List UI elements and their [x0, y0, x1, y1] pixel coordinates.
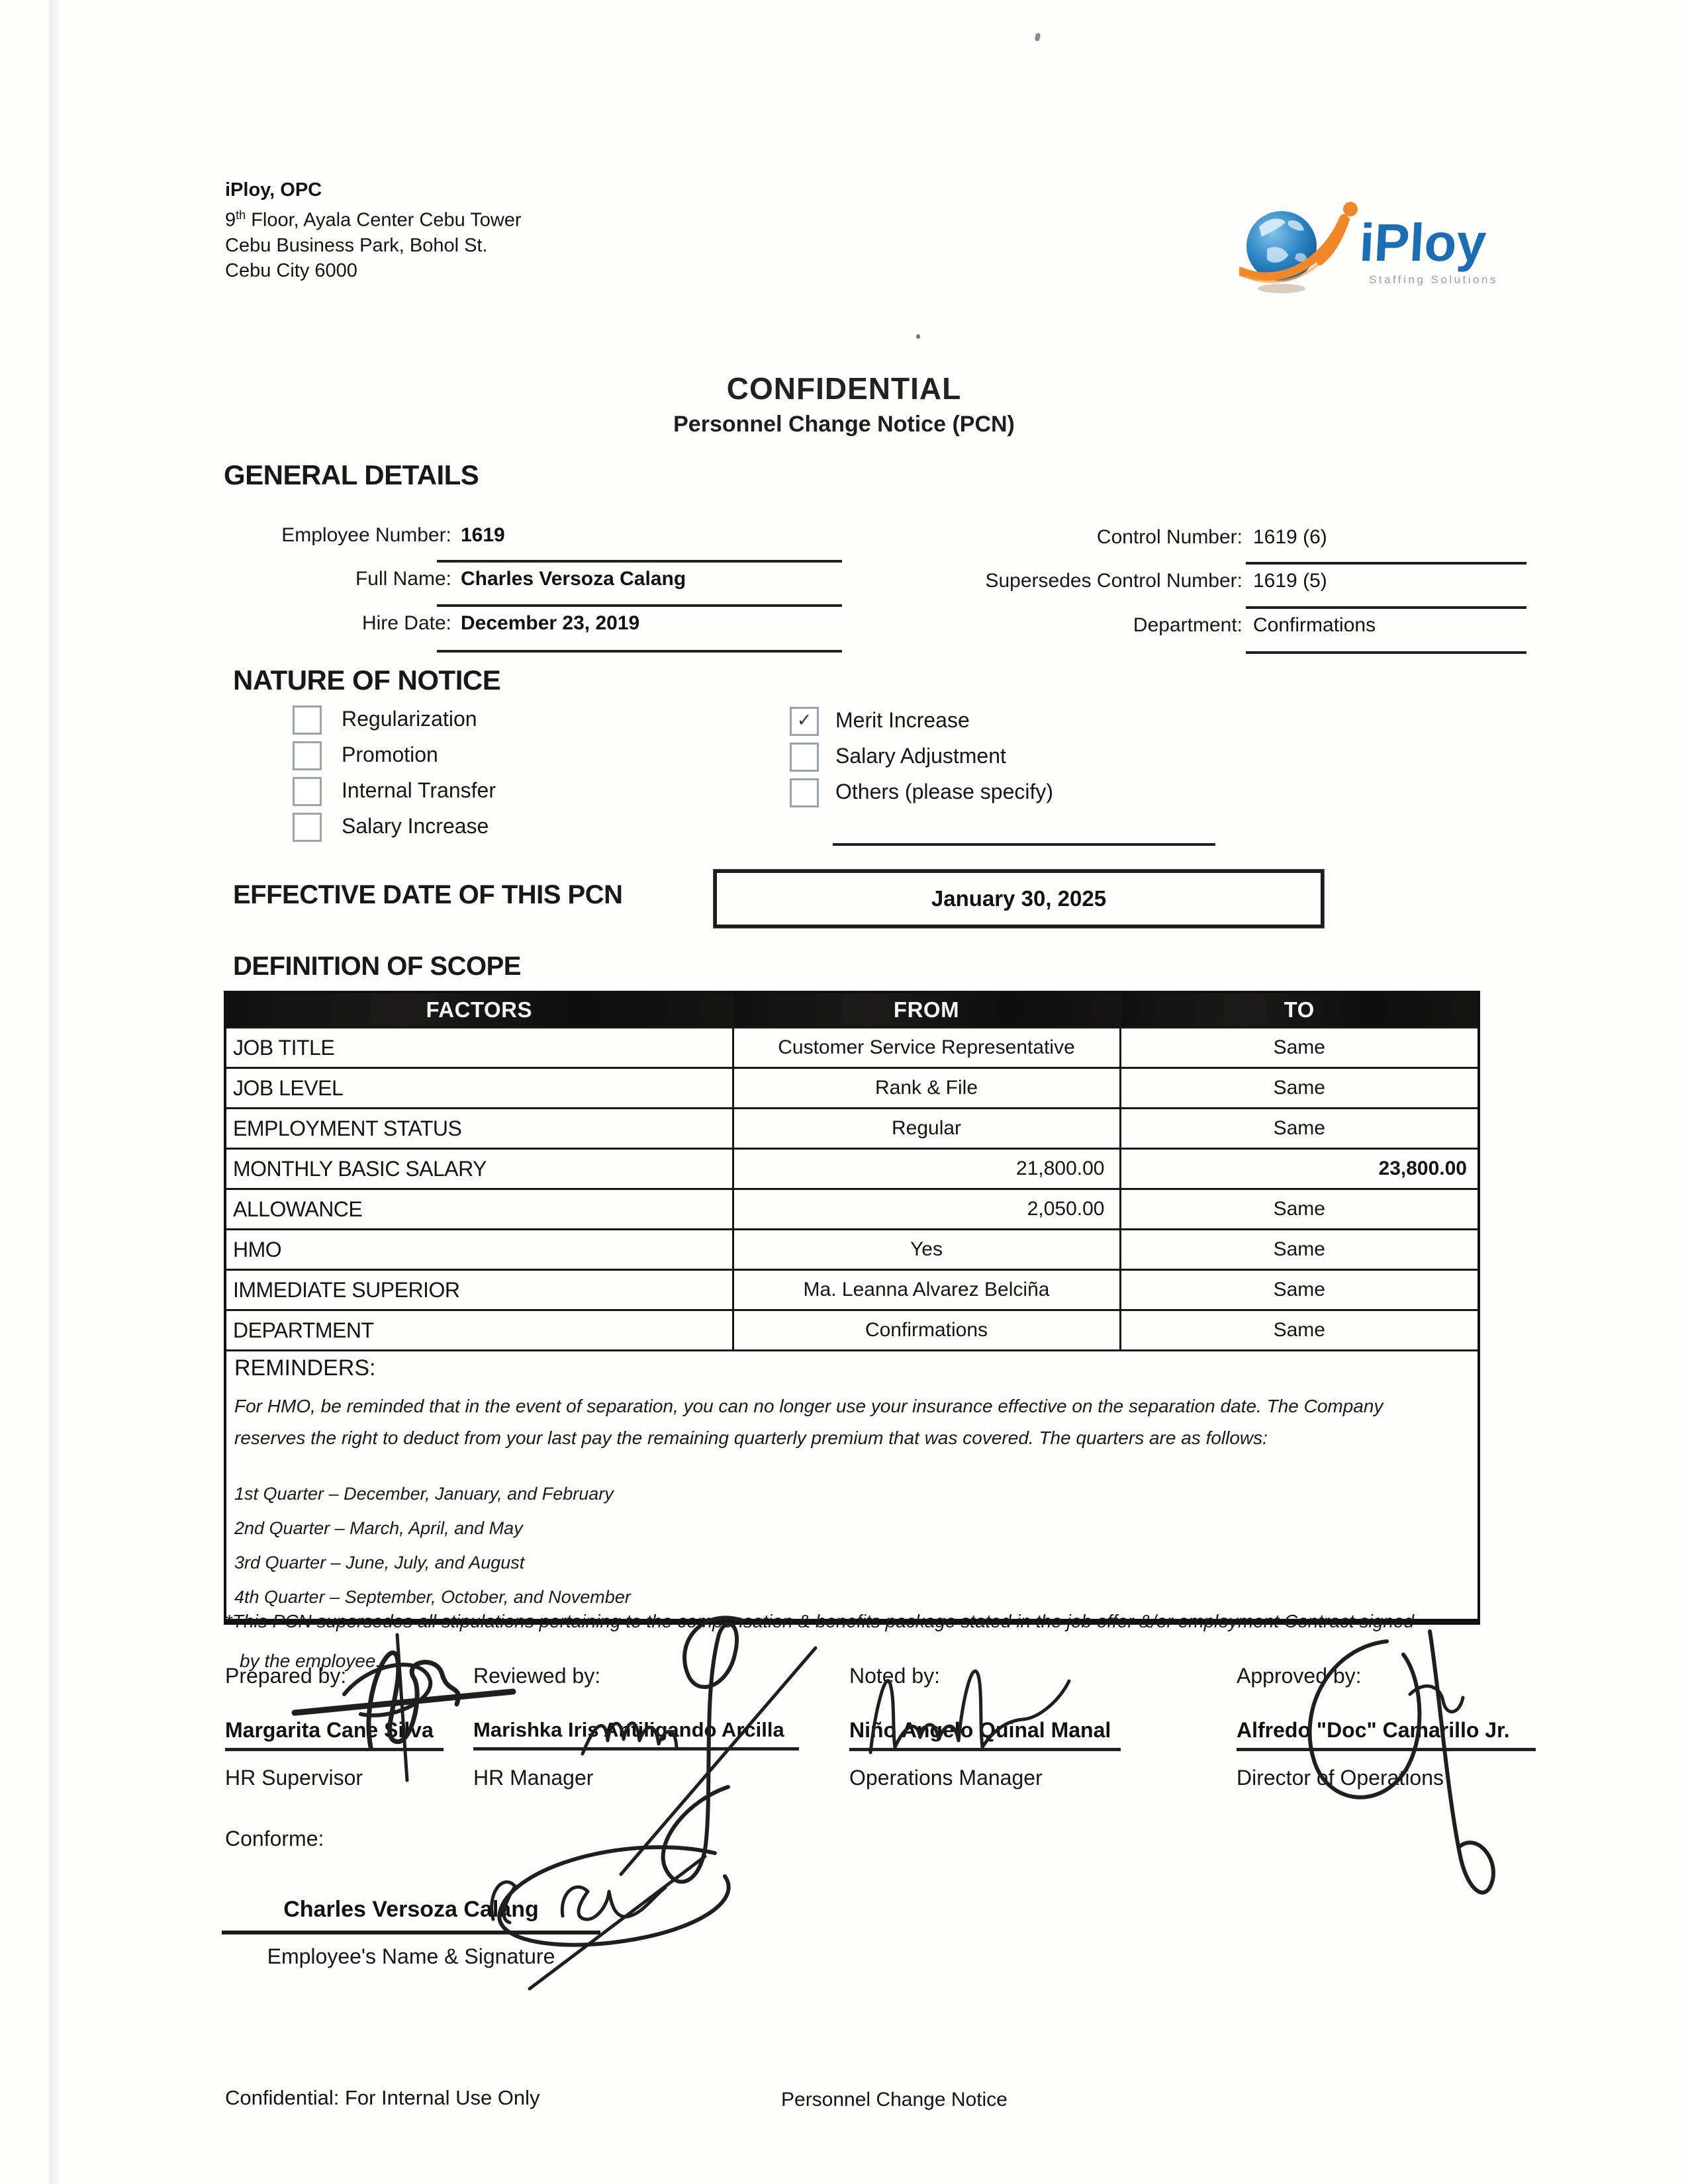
- scan-speck: [1035, 32, 1041, 41]
- to-cell: Same: [1120, 1109, 1479, 1149]
- field-label-control-number: Control Number:: [1096, 526, 1243, 548]
- nature-of-notice-heading: NATURE OF NOTICE: [233, 664, 501, 696]
- field-value-hire-date: December 23, 2019: [461, 612, 640, 634]
- table-row-hmo: [225, 1230, 1479, 1270]
- field-line-hire-date[interactable]: [437, 650, 842, 653]
- scan-edge-streak: [49, 0, 60, 2184]
- effective-date-box[interactable]: [714, 870, 1324, 928]
- scope-header-row: [225, 992, 1479, 1028]
- field-label-full-name: Full Name:: [355, 568, 451, 590]
- to-cell: Same: [1120, 1028, 1479, 1068]
- checkbox-internal-transfer[interactable]: [293, 777, 322, 806]
- others-specify-line[interactable]: [833, 843, 1215, 846]
- supersede-note-line1: *This PCN supersedes all stipulations pertaining to the compensation & benefits package stated in the job offer &/or employment Contract signed: [225, 1611, 1415, 1631]
- company-address-line2: Cebu Business Park, Bohol St.: [225, 234, 488, 256]
- checkbox-others[interactable]: [790, 778, 819, 807]
- company-address-line1: 9th Floor, Ayala Center Cebu Tower: [225, 208, 522, 231]
- field-value-full-name: Charles Versoza Calang: [461, 568, 686, 590]
- reviewed-by-heading: Reviewed by:: [473, 1664, 601, 1688]
- field-line-supersedes-control-number[interactable]: [1246, 606, 1526, 609]
- doc-subtitle: Personnel Change Notice (PCN): [673, 412, 1015, 437]
- from-cell: 21,800.00: [733, 1149, 1120, 1189]
- table-row-allowance: [225, 1189, 1479, 1230]
- logo-brand-text: iPloy: [1358, 213, 1488, 272]
- checkbox-merit-increase[interactable]: [790, 707, 819, 736]
- field-line-full-name[interactable]: [437, 604, 842, 607]
- field-value-employee-number: 1619: [461, 524, 505, 546]
- table-row-monthly-basic-salary: [225, 1149, 1479, 1189]
- reminders-cell: [225, 1351, 1479, 1622]
- logo-tagline-text: Staffing Solutions: [1369, 273, 1498, 286]
- approved-by-heading: Approved by:: [1237, 1664, 1362, 1688]
- table-row-department: [225, 1310, 1479, 1351]
- scope-col-from: FROM: [733, 992, 1120, 1028]
- table-row-employment-status: [225, 1109, 1479, 1149]
- effective-date-heading: EFFECTIVE DATE OF THIS PCN: [233, 880, 623, 909]
- scope-col-to: TO: [1120, 992, 1479, 1028]
- table-row-job-level: [225, 1068, 1479, 1109]
- employee-name: Charles Versoza Calang: [222, 1897, 600, 1934]
- checkbox-label-regularization: Regularization: [342, 707, 477, 731]
- factor-cell: IMMEDIATE SUPERIOR: [225, 1270, 733, 1310]
- factor-cell: DEPARTMENT: [225, 1310, 733, 1351]
- to-cell: Same: [1120, 1189, 1479, 1230]
- reminders-paragraph: For HMO, be reminded that in the event of separation, you can no longer use your insurance effective on the separation date. The Company reserves the right to deduct from your last pay the remaining quarterly premium that was covered. The quarters are as follows:: [234, 1396, 1383, 1448]
- field-line-employee-number[interactable]: [437, 560, 842, 563]
- to-cell: Same: [1120, 1310, 1479, 1351]
- prepared-by-name: Margarita Cane Silva: [225, 1718, 444, 1751]
- from-cell: Rank & File: [733, 1068, 1120, 1109]
- factor-cell: JOB TITLE: [225, 1028, 733, 1068]
- checkbox-label-salary-adjustment: Salary Adjustment: [835, 744, 1006, 768]
- employee-signature-caption: Employee's Name & Signature: [267, 1944, 555, 1968]
- approved-by-role: Director of Operations: [1237, 1766, 1444, 1790]
- field-line-control-number[interactable]: [1246, 562, 1526, 565]
- to-cell: Same: [1120, 1230, 1479, 1270]
- approved-by-name: Alfredo "Doc" Camarillo Jr.: [1237, 1718, 1536, 1751]
- noted-by-role: Operations Manager: [849, 1766, 1043, 1790]
- check-mark-icon: ✓: [796, 710, 812, 730]
- from-cell: Ma. Leanna Alvarez Belciña: [733, 1270, 1120, 1310]
- footer-doc-label: Personnel Change Notice: [781, 2089, 1008, 2111]
- footer-confidential-label: Confidential: For Internal Use Only: [225, 2086, 540, 2109]
- company-name: iPloy, OPC: [225, 179, 322, 201]
- factor-cell: EMPLOYMENT STATUS: [225, 1109, 733, 1149]
- quarter-item: 2nd Quarter – March, April, and May: [234, 1518, 523, 1538]
- field-label-employee-number: Employee Number:: [281, 524, 451, 546]
- factor-cell: HMO: [225, 1230, 733, 1270]
- to-cell: Same: [1120, 1270, 1479, 1310]
- to-cell: Same: [1120, 1068, 1479, 1109]
- factor-cell: ALLOWANCE: [225, 1189, 733, 1230]
- checkbox-salary-adjustment[interactable]: [790, 743, 819, 772]
- checkbox-label-internal-transfer: Internal Transfer: [342, 778, 496, 802]
- doc-title: CONFIDENTIAL: [726, 371, 962, 406]
- company-address-line3: Cebu City 6000: [225, 259, 357, 281]
- to-cell: 23,800.00: [1120, 1149, 1479, 1189]
- field-value-department: Confirmations: [1253, 614, 1376, 636]
- company-logo: [1239, 191, 1511, 300]
- person-icon: [1320, 202, 1358, 262]
- company-address-block: [225, 177, 522, 283]
- reviewed-by-role: HR Manager: [473, 1766, 594, 1790]
- scope-table: [224, 991, 1480, 1625]
- quarter-item: 1st Quarter – December, January, and February: [234, 1484, 614, 1504]
- checkbox-label-promotion: Promotion: [342, 743, 438, 766]
- general-details-heading: GENERAL DETAILS: [224, 459, 479, 490]
- table-row-reminders: [225, 1351, 1479, 1622]
- quarters-list: [234, 1477, 1468, 1614]
- noted-by-name: Niño Angelo Quinal Manal: [849, 1718, 1121, 1751]
- prepared-by-role: HR Supervisor: [225, 1766, 363, 1790]
- quarter-item: 3rd Quarter – June, July, and August: [234, 1553, 525, 1572]
- table-row-immediate-superior: [225, 1270, 1479, 1310]
- definition-of-scope-heading: DEFINITION OF SCOPE: [233, 952, 521, 981]
- field-label-supersedes-control-number: Supersedes Control Number:: [985, 570, 1243, 592]
- conforme-heading: Conforme:: [225, 1827, 324, 1850]
- from-cell: 2,050.00: [733, 1189, 1120, 1230]
- field-label-department: Department:: [1133, 614, 1243, 636]
- from-cell: Regular: [733, 1109, 1120, 1149]
- checkbox-regularization[interactable]: [293, 705, 322, 735]
- reminders-title: REMINDERS:: [234, 1355, 376, 1381]
- field-line-department[interactable]: [1246, 651, 1526, 654]
- scope-col-factors: FACTORS: [225, 992, 733, 1028]
- checkbox-label-others: Others (please specify): [835, 780, 1054, 803]
- from-cell: Customer Service Representative: [733, 1028, 1120, 1068]
- field-label-hire-date: Hire Date:: [361, 612, 451, 634]
- checkbox-label-salary-increase: Salary Increase: [342, 814, 489, 838]
- quarter-item: 4th Quarter – September, October, and November: [234, 1587, 631, 1607]
- reviewed-by-name: Marishka Iris Antiligando Arcilla: [473, 1718, 799, 1751]
- checkbox-promotion[interactable]: [293, 741, 322, 770]
- factor-cell: JOB LEVEL: [225, 1068, 733, 1109]
- scan-speck: [916, 334, 920, 339]
- checkbox-label-merit-increase: Merit Increase: [835, 708, 970, 732]
- noted-by-heading: Noted by:: [849, 1664, 940, 1688]
- from-cell: Yes: [733, 1230, 1120, 1270]
- effective-date-value: January 30, 2025: [931, 886, 1107, 911]
- factor-cell: MONTHLY BASIC SALARY: [225, 1149, 733, 1189]
- from-cell: Confirmations: [733, 1310, 1120, 1351]
- field-value-control-number: 1619 (6): [1253, 526, 1327, 548]
- table-row-job-title: [225, 1028, 1479, 1068]
- checkbox-salary-increase[interactable]: [293, 813, 322, 842]
- supersede-note-line2: by the employee.: [240, 1651, 381, 1671]
- prepared-by-heading: Prepared by:: [225, 1664, 347, 1688]
- field-value-supersedes-control-number: 1619 (5): [1253, 570, 1327, 592]
